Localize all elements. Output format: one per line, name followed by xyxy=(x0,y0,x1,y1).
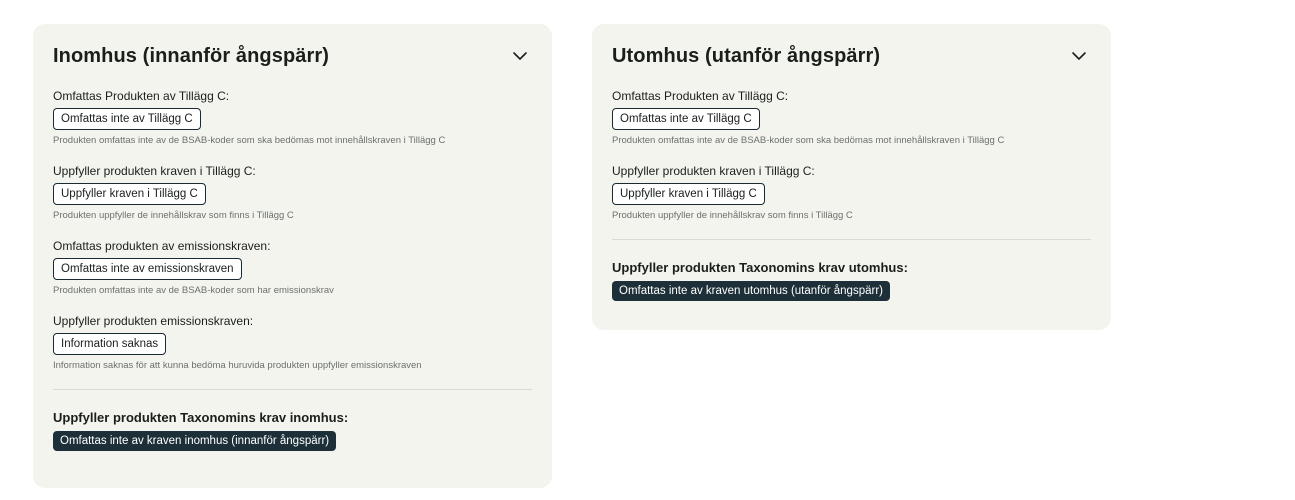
field-label: Uppfyller produkten emissionskraven: xyxy=(53,314,254,328)
field-label: Omfattas produkten av emissionskraven: xyxy=(53,239,271,253)
indoor-section-emission-krav xyxy=(53,314,532,372)
indoor-section-tillagg-c xyxy=(53,89,532,147)
outdoor-section-tillagg-c xyxy=(612,89,1091,147)
field-label: Omfattas Produkten av Tillägg C: xyxy=(53,89,230,103)
status-tag: Omfattas inte av Tillägg C xyxy=(612,108,760,130)
outdoor-card xyxy=(592,24,1111,330)
status-tag: Information saknas xyxy=(53,333,166,355)
indoor-card-title: Inomhus (innanför ångspärr) xyxy=(53,44,330,67)
outdoor-card-header[interactable] xyxy=(612,44,1091,68)
status-tag: Omfattas inte av Tillägg C xyxy=(53,108,201,130)
helper-text: Produkten omfattas inte av de BSAB-koder som ska bedömas mot innehållskraven i Tillägg C xyxy=(612,135,1005,146)
status-tag: Uppfyller kraven i Tillägg C xyxy=(612,183,765,205)
helper-text: Produkten omfattas inte av de BSAB-koder som har emissionskrav xyxy=(53,285,334,296)
field-label: Uppfyller produkten kraven i Tillägg C: xyxy=(612,164,815,178)
helper-text: Produkten omfattas inte av de BSAB-koder som ska bedömas mot innehållskraven i Tillägg C xyxy=(53,135,446,146)
indoor-section-emission-scope xyxy=(53,239,532,297)
summary-label: Uppfyller produkten Taxonomins krav utomhus: xyxy=(612,260,908,275)
indoor-card xyxy=(33,24,552,488)
outdoor-section-tillagg-c-krav xyxy=(612,164,1091,222)
indoor-section-tillagg-c-krav xyxy=(53,164,532,222)
status-tag: Uppfyller kraven i Tillägg C xyxy=(53,183,206,205)
divider xyxy=(612,239,1091,240)
summary-label: Uppfyller produkten Taxonomins krav inomhus: xyxy=(53,410,349,425)
divider xyxy=(53,389,532,390)
field-label: Omfattas Produkten av Tillägg C: xyxy=(612,89,789,103)
indoor-card-header[interactable] xyxy=(53,44,532,68)
status-tag: Omfattas inte av emissionskraven xyxy=(53,258,242,280)
helper-text: Produkten uppfyller de innehållskrav som finns i Tillägg C xyxy=(53,210,294,221)
outdoor-card-title: Utomhus (utanför ångspärr) xyxy=(612,44,881,67)
chevron-down-icon[interactable] xyxy=(1071,48,1087,64)
chevron-down-icon[interactable] xyxy=(512,48,528,64)
field-label: Uppfyller produkten kraven i Tillägg C: xyxy=(53,164,256,178)
summary-badge: Omfattas inte av kraven utomhus (utanför ångspärr) xyxy=(612,281,890,301)
summary-badge: Omfattas inte av kraven inomhus (innanför ångspärr) xyxy=(53,431,336,451)
helper-text: Information saknas för att kunna bedöma huruvida produkten uppfyller emissionskraven xyxy=(53,360,422,371)
helper-text: Produkten uppfyller de innehållskrav som finns i Tillägg C xyxy=(612,210,853,221)
